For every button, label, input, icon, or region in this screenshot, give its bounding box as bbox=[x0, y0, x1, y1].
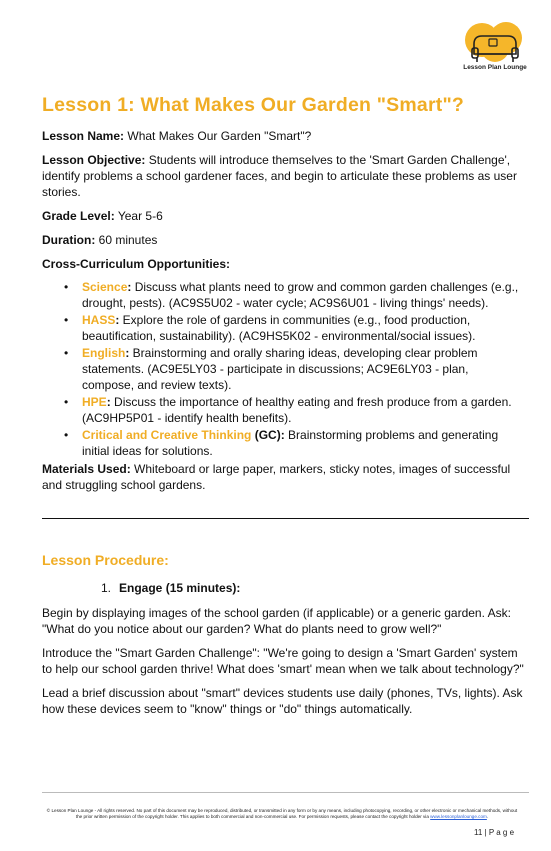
lesson-name-label: Lesson Name: bbox=[42, 129, 125, 143]
procedure-paragraph-3: Lead a brief discussion about "smart" devices students use daily (phones, TVs, lights). Ask how these devices seem to "know" things or "do" things automatically. bbox=[42, 686, 523, 716]
materials-label: Materials Used: bbox=[42, 462, 131, 476]
subject-hpe: HPE bbox=[82, 395, 107, 409]
materials-value: Whiteboard or large paper, markers, sticky notes, images of successful and struggling school gardens. bbox=[42, 462, 511, 492]
list-item-hass bbox=[42, 312, 522, 344]
cross-curriculum-heading-text: Cross-Curriculum Opportunities: bbox=[42, 257, 231, 271]
lesson-name bbox=[42, 128, 530, 144]
subject-hass: HASS bbox=[82, 313, 116, 327]
duration-value: 60 minutes bbox=[95, 233, 158, 247]
procedure-paragraph-2: Introduce the "Smart Garden Challenge": "We're going to design a 'Smart Garden' system to help our school garden thrive! What does 'smart' mean when we talk about technology?" bbox=[42, 646, 524, 676]
procedure-paragraph-1: Begin by displaying images of the school garden (if applicable) or a generic garden. Ask: "What do you notice about our garden? What do plants need to grow well?" bbox=[42, 606, 511, 636]
list-item-english bbox=[42, 345, 522, 393]
logo-text: Lesson Plan Lounge bbox=[463, 64, 527, 71]
procedure-step-engage bbox=[101, 581, 240, 595]
subject-suffix: : bbox=[125, 346, 130, 360]
step-number: 1. bbox=[101, 581, 112, 595]
page-number: 11 | P a g e bbox=[474, 828, 515, 837]
subject-text: Brainstorming and orally sharing ideas, developing clear problem statements. (AC9E5LY03 - participate in discussions; AC9E6LY03 - plan, compose, and review texts). bbox=[82, 346, 478, 392]
footer-copyright bbox=[44, 808, 520, 820]
subject-critical-creative-thinking: Critical and Creative Thinking bbox=[82, 428, 252, 442]
grade-level bbox=[42, 208, 530, 224]
grade-level-label: Grade Level: bbox=[42, 209, 115, 223]
subject-text: Discuss the importance of healthy eating and fresh produce from a garden. (AC9HP5P01 - identify health benefits). bbox=[82, 395, 512, 425]
copyright-text: © Lesson Plan Lounge - All rights reserved. No part of this document may be reproduced, distributed, or transmitted in any form or by any means, including photocopying, recording, or other electronic or mechanical methods, without the prior written permission of the copyright holder. This applies to both commercial and non-commercial use. For permission requests, please contact the copyright holder via bbox=[46, 808, 518, 819]
footer-divider bbox=[42, 792, 529, 793]
subject-suffix: : bbox=[115, 313, 120, 327]
list-item-science bbox=[42, 279, 522, 311]
subject-english: English bbox=[82, 346, 126, 360]
lesson-name-value: What Makes Our Garden "Smart"? bbox=[124, 129, 312, 143]
website-link[interactable]: www.lessonplanlounge.com bbox=[430, 814, 487, 819]
section-divider bbox=[42, 518, 529, 519]
grade-level-value: Year 5-6 bbox=[114, 209, 163, 223]
subject-suffix: (GC): bbox=[251, 428, 285, 442]
duration bbox=[42, 232, 530, 248]
cross-curriculum-list bbox=[42, 279, 522, 460]
subject-text: Discuss what plants need to grow and common garden challenges (e.g., drought, pests). (AC9S5U02 - water cycle; AC9S6U01 - living things' needs). bbox=[82, 280, 519, 310]
procedure-heading: Lesson Procedure: bbox=[42, 552, 169, 568]
lesson-objective-value: Students will introduce themselves to the 'Smart Garden Challenge', identify problems a school gardener faces, and begin to articulate these problems as user stories. bbox=[42, 153, 517, 199]
lesson-objective-label: Lesson Objective: bbox=[42, 153, 146, 167]
step-title: Engage (15 minutes): bbox=[119, 581, 241, 595]
cross-curriculum-heading bbox=[42, 256, 530, 272]
subject-science: Science bbox=[82, 280, 128, 294]
subject-suffix: : bbox=[106, 395, 111, 409]
lesson-objective bbox=[42, 152, 530, 200]
list-item-hpe bbox=[42, 394, 522, 426]
list-item-critical-thinking bbox=[42, 427, 522, 459]
subject-text: Brainstorming problems and generating initial ideas for solutions. bbox=[82, 428, 499, 458]
subject-suffix: : bbox=[127, 280, 132, 294]
link-suffix: . bbox=[486, 814, 489, 819]
subject-text: Explore the role of gardens in communities (e.g., food production, beautification, sustainability). (AC9HS5K02 - environmental/social issues). bbox=[82, 313, 476, 343]
lesson-title: Lesson 1: What Makes Our Garden "Smart"? bbox=[42, 94, 465, 116]
duration-label: Duration: bbox=[42, 233, 96, 247]
materials-used bbox=[42, 461, 530, 493]
